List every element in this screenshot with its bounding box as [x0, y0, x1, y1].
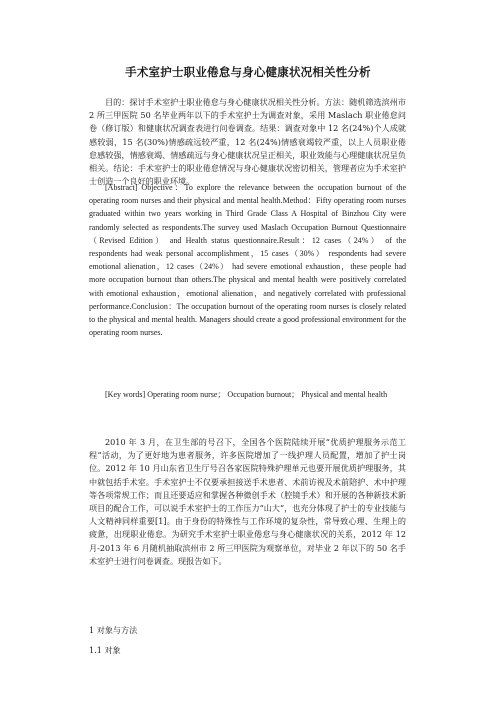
keywords: [Key words] Operating room nurse； Occupation burnout； Physical and mental health	[105, 390, 388, 399]
introduction-paragraph: 2010 年 3 月，在卫生部的号召下，全国各个医院陆续开展“优质护理服务示范工程”活动，为了更好地为患者服务，许多医院增加了一线护理人员配置，增加了护士岗位。2012 年 10 月山东省卫生厅号召各家医院特殊护理单元也要开展优质护理服务，其中就包括手术室。手术室护士不仅要承担接送手术患者、术前访视及术前陪护、术中护理等各项常规工作；而且还要适应和掌握各种微创手术（腔镜手术）和开展的各种新技术新项目的配合工作，可以说手术室护士的工作压力“山大”，也充分体现了护士的专业技能与人文精神同样重要[1]。由于身份的特殊性与工作环境的复杂性，常导致心理、生理上的疲惫，出现职业倦怠。为研究手术室护士职业倦怠与身心健康状况的关系，2012 年 12 月-2013 年 6 月随机抽取滨州市 2 所三甲医院为观察单位，对毕业 2 年以下的 50 名手术室护士进行问卷调查。现报告如下。	[89, 437, 406, 566]
paper-title: 手术室护士职业倦怠与身心健康状况相关性分析	[125, 65, 371, 79]
abstract-english: [Abstract] Objective：To explore the relevance between the occupation burnout of the operating room nurses and their physical and mental health.Method：Fifty operating room nurses graduated within two years working in Third Grade Class A Hospital of Binzhou City were randomly selected as respondents.The survey used Maslach Occupation Burnout Questionnaire（Revised Edition） and Health status questionnaire.Result：12 cases（24%） of the respondents had weak personal accomplishment，15 cases（30%） respondents had severe emotional alienation，12 cases（24%） had severe emotional exhaustion，these people had more occupation burnout than others.The physical and mental health were positively correlated with emotional exhaustion，emotional alienation，and negatively correlated with professional performance.Conclusion：The occupation burnout of the operating room nurses is closely related to the physical and mental health. Managers should create a good professional environment for the operating room nurses.	[89, 183, 406, 338]
section-heading-1: 1 对象与方法	[89, 625, 138, 635]
section-heading-1-1: 1.1 对象	[89, 645, 121, 655]
abstract-chinese: 目的：探讨手术室护士职业倦怠与身心健康状况相关性分析。方法：随机筛选滨州市 2 所三甲医院 50 名毕业两年以下的手术室护士为调查对象，采用 Maslach 职业倦怠问卷（修订版）和健康状况调查表进行问卷调查。结果：调查对象中 12 名(24%)个人成就感较弱，15 名(30%)情感疏远较严重，12 名(24%)情感衰竭较严重，以上人员职业倦怠感较强，情感衰竭、情感疏远与身心健康状况呈正相关，职业效能与心理健康状况呈负相关。结论：手术室护士的职业倦怠情况与身心健康状况密切相关，管理者应为手术室护士创造一个良好的职业环境。	[89, 97, 406, 187]
